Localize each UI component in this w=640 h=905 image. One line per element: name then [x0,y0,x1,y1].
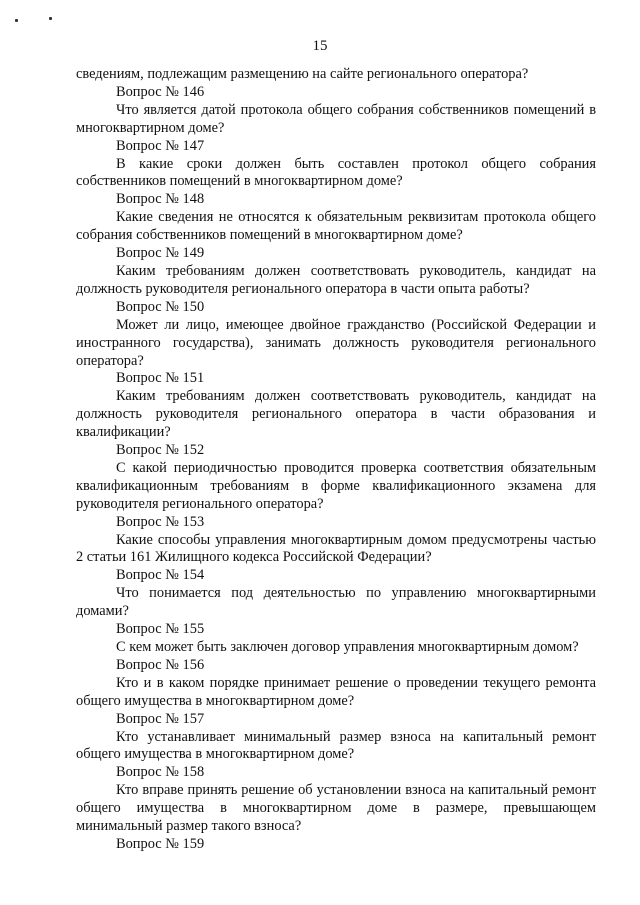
question-number: Вопрос № 156 [116,656,205,673]
question-number: Вопрос № 151 [116,370,205,387]
scan-speck [15,19,18,22]
question-number: Вопрос № 153 [116,513,205,530]
question-number: Вопрос № 159 [116,835,205,852]
question-text: Каким требованиям должен соответствовать руководитель, кандидат на должность руководителя регионального оператора в части опыта работы? [76,262,596,297]
question-number: Вопрос № 146 [116,83,205,100]
question-text: Какие способы управления многоквартирным домом предусмотрены частью 2 статьи 161 Жилищного кодекса Российской Федерации? [76,531,596,566]
question-number: Вопрос № 158 [116,764,205,781]
question-text: Кто вправе принять решение об установлении взноса на капитальный ремонт общего имущества в многоквартирном доме в размере, превышающем минимальный размер такого взноса? [76,782,596,835]
scan-speck [49,17,52,20]
question-number: Вопрос № 148 [116,191,205,208]
question-text: Кто устанавливает минимальный размер взноса на капитальный ремонт общего имущества в многоквартирном доме? [76,728,596,763]
question-number: Вопрос № 150 [116,298,205,315]
question-text: Может ли лицо, имеющее двойное гражданство (Российской Федерации и иностранного государства), занимать должность руководителя регионального оператора? [76,316,596,369]
question-number: Вопрос № 152 [116,442,205,459]
question-number: Вопрос № 147 [116,137,205,154]
question-number: Вопрос № 157 [116,710,205,727]
question-text: Каким требованиям должен соответствовать руководитель, кандидат на должность руководителя регионального оператора в части образования и квалификации? [76,388,596,441]
question-number: Вопрос № 149 [116,245,205,262]
question-number: Вопрос № 155 [116,621,205,638]
document-body [76,66,596,854]
question-text: В какие сроки должен быть составлен протокол общего собрания собственников помещений в многоквартирном доме? [76,155,596,190]
page-number: 15 [312,38,328,54]
question-number: Вопрос № 154 [116,567,205,584]
question-text: Что понимается под деятельностью по управлению многоквартирными домами? [76,585,596,620]
question-text: С какой периодичностью проводится проверка соответствия обязательным квалификационным требованиям в форме квалификационного экзамена для руководителя регионального оператора? [76,459,596,512]
question-text: Что является датой протокола общего собрания собственников помещений в многоквартирном доме? [76,101,596,136]
question-text: Кто и в каком порядке принимает решение о проведении текущего ремонта общего имущества в многоквартирном доме? [76,674,596,709]
question-text: Какие сведения не относятся к обязательным реквизитам протокола общего собрания собственников помещений в многоквартирном доме? [76,209,596,244]
question-text: сведениям, подлежащим размещению на сайте регионального оператора? [76,66,529,82]
question-text: С кем может быть заключен договор управления многоквартирным домом? [116,639,579,655]
